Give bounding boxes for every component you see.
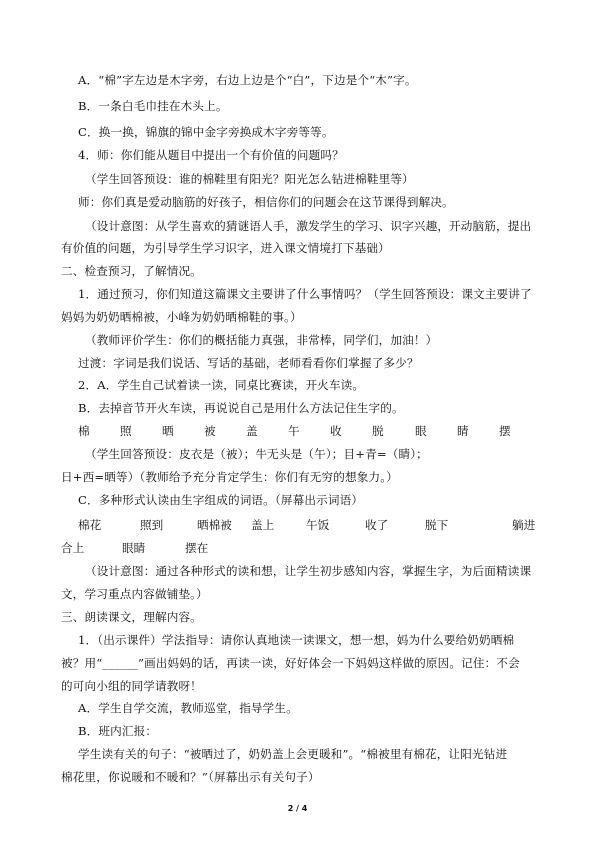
char: 照 xyxy=(120,424,132,438)
text-line: B．去掉音节开火车读，再说说自己是用什么方法记住生字的。 xyxy=(78,401,404,415)
text-line: C．换一换，锦旗的锦中金字旁换成木字旁等等。 xyxy=(78,125,334,139)
text-line: B．一条白毛巾挂在木头上。 xyxy=(78,99,228,113)
text-line: （学生回答预设：谁的棉鞋里有阳光？阳光怎么钻进棉鞋里等） xyxy=(85,172,414,186)
char: 棉 xyxy=(78,424,90,438)
char: 收 xyxy=(330,424,342,438)
text-line: 1．（出示课件）学法指导：请你认真地读一读课文，想一想，妈为什么要给奶奶晒棉 xyxy=(78,633,515,647)
text-line: 1．通过预习，你们知道这篇课文主要讲了什么事情吗？（学生回答预设：课文主要讲了 xyxy=(78,287,532,301)
text-line: A．学生自学交流，教师巡堂，指导学生。 xyxy=(78,701,298,715)
word: 躺进 xyxy=(512,518,536,532)
text-line: （教师评价学生：你们的概括能力真强，非常棒，同学们，加油！） xyxy=(85,333,438,347)
text-line: C．多种形式认读由生字组成的词语。（屏幕出示词语） xyxy=(78,493,364,507)
text-line: 的可向小组的同学请教呀！ xyxy=(61,679,202,693)
char: 脱 xyxy=(372,424,384,438)
text-line: （设计意图：通过各种形式的读和想，让学生初步感知内容，掌握生字，为后面精读课 xyxy=(85,564,532,578)
word: 收了 xyxy=(365,518,389,532)
word: 午饭 xyxy=(306,518,330,532)
text-line: （设计意图：从学生喜欢的猜谜语人手，激发学生的学习、识字兴趣，开动脑筋，提出 xyxy=(85,219,532,233)
text-line: 师：你们真是爱动脑筋的好孩子，相信你们的问题会在这节课得到解决。 xyxy=(78,195,454,209)
text-line: 4．师：你们能从题目中提出一个有价值的问题吗？ xyxy=(78,148,344,162)
char: 午 xyxy=(288,424,300,438)
section-heading: 二、检查预习，了解情况。 xyxy=(61,264,202,278)
char: 晒 xyxy=(162,424,174,438)
char: 眼 xyxy=(415,424,427,438)
section-heading: 三、朗读课文，理解内容。 xyxy=(61,610,202,624)
word: 盖上 xyxy=(251,518,275,532)
word: 晒棉被 xyxy=(197,518,232,532)
word: 眼睛 xyxy=(122,541,146,555)
text-line: A．“棉”字左边是木字旁，右边上边是个“白”，下边是个“木”字。 xyxy=(78,73,417,87)
text-line: 棉花里，你说暖和不暖和？”（屏幕出示有关句子） xyxy=(61,770,320,784)
text-line: 有价值的问题，为引导学生学习识字，进入课文情境打下基础） xyxy=(61,241,390,255)
text-line: 过渡：字词是我们说话、写话的基础，老师看看你们掌握了多少？ xyxy=(78,356,419,370)
word: 棉花 xyxy=(78,518,102,532)
text-line: （学生回答预设：皮衣是（被）；牛无头是（午）；目+青=（睛）； xyxy=(85,447,428,461)
word: 照到 xyxy=(140,518,164,532)
text-line: 学生读有关的句子：“被晒过了，奶奶盖上会更暖和”。“棉被里有棉花，让阳光钻进 xyxy=(78,747,508,761)
text-line: 日+西=晒等）（教师给予充分肯定学生：你们有无穷的想象力。） xyxy=(61,470,398,484)
text-line: B．班内汇报： xyxy=(78,724,158,738)
text-line: 2．A．学生自己试着读一读，同桌比赛读，开火车读。 xyxy=(78,378,365,392)
char: 摆 xyxy=(499,424,511,438)
text-line: 文，学习重点内容做铺垫。） xyxy=(61,587,208,601)
page-number: 2 / 4 xyxy=(287,804,308,813)
word: 摆在 xyxy=(185,541,209,555)
char: 睛 xyxy=(457,424,469,438)
text-line: 妈妈为奶奶晒棉被，小峰为奶奶晒棉鞋的事。） xyxy=(61,310,302,324)
char: 盖 xyxy=(246,424,258,438)
char: 被 xyxy=(204,424,216,438)
word: 合上 xyxy=(61,541,85,555)
text-line: 被？用“______”画出妈妈的话，再读一读，好好体会一下妈妈这样做的原因。记住：不会 xyxy=(61,656,520,670)
word: 脱下 xyxy=(425,518,449,532)
